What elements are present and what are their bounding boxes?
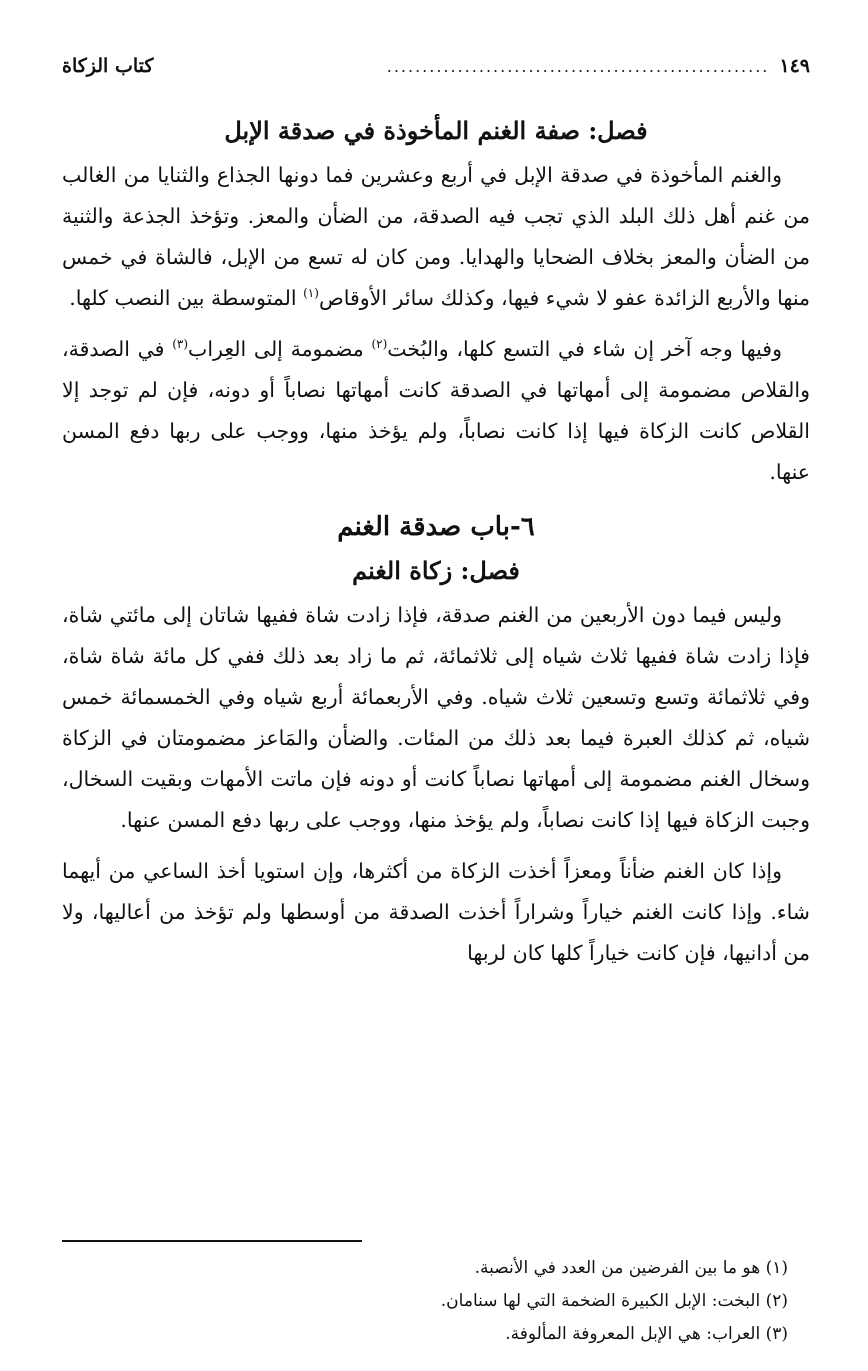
chapter-heading: ٦-باب صدقة الغنم (337, 512, 535, 542)
paragraph-text: مضمومة إلى العِراب (188, 337, 372, 361)
footnote-item: (١) هو ما بين الفرضين من العدد في الأنصبة. (474, 1258, 788, 1278)
paragraph-text: المتوسطة بين النصب كلها. (69, 286, 304, 310)
header-dot-leader: ...................................................... (386, 57, 770, 76)
footnote-list (62, 1252, 810, 1351)
footnote-reference[interactable]: (١) (303, 286, 319, 301)
footnote-item: (٢) البخت: الإبل الكبيرة الضخمة التي لها سنامان. (440, 1291, 788, 1311)
footnote-separator (62, 1240, 362, 1242)
footnote-reference[interactable]: (٣) (172, 337, 189, 352)
footnotes (62, 1240, 810, 1351)
paragraph-text: في الصدقة، والقلاص مضمومة إلى أمهاتها في الصدقة كانت أمهاتها نصاباً أو دونه، فإن لم توجد إلا القلاص كانت الزكاة فيها إذا كانت نصاباً، ولم يؤخذ منها، ووجب على ربها دفع المسن عنها. (62, 337, 810, 484)
book-page (62, 55, 810, 1345)
footnote-reference[interactable]: (٢) (371, 337, 388, 352)
section-heading: فصل: صفة الغنم المأخوذة في صدقة الإبل (224, 116, 648, 145)
paragraph (62, 329, 810, 493)
page-number: ١٤٩ (779, 55, 810, 77)
paragraph-text: وفيها وجه آخر إن شاء في التسع كلها، والبُخت (387, 337, 783, 361)
paragraph (62, 155, 810, 319)
paragraph: وإذا كان الغنم ضأناً ومعزاً أخذت الزكاة من أكثرها، وإن استويا أخذ الساعي من أيهما شاء. وإذا كانت الغنم خياراً وشراراً أخذت الصدقة من أوسطها ولم تؤخذ من أعاليها، ولا من أدانيها، فإن كانت خياراً كلها كان لربها (62, 859, 810, 965)
section-heading: فصل: زكاة الغنم (352, 556, 520, 585)
book-title: كتاب الزكاة (62, 55, 154, 77)
running-header (62, 55, 810, 89)
paragraph: وليس فيما دون الأربعين من الغنم صدقة، فإذا زادت شاة ففيها شاتان إلى مائتي شاة، فإذا زادت شاة ففيها ثلاث شياه إلى ثلاثمائة، ثم ما زاد بعد ذلك ففي كل مائة شاة شاة، وفي ثلاثمائة وتسع وتسعين ثلاث شياه. وفي الأربعمائة أربع شياه وفي الخمسمائة خمس شياه، ثم كذلك العبرة فيما بعد ذلك من المئات. والضأن والمَاعز مضمومتان في الزكاة وسخال الغنم مضمومة إلى أمهاتها نصاباً كانت أو دونه فإن ماتت الأمهات وبقيت السخال، وجبت الزكاة فيها إذا كانت نصاباً، ولم يؤخذ منها، ووجب على ربها دفع المسن عنها. (62, 603, 810, 832)
footnote-item: (٣) العراب: هي الإبل المعروفة المألوفة. (505, 1324, 788, 1344)
paragraph-text: والغنم المأخوذة في صدقة الإبل في أربع وعشرين فما دونها الجذاع والثنايا من الغالب من غنم أهل ذلك البلد الذي تجب فيه الصدقة، من الضأن والمعز. وتؤخذ الجذعة والثنية من الضأن والمعز بخلاف الضحايا والهدايا. ومن كان له تسع من الإبل، فالشاة في خمس منها والأربع الزائدة عفو لا شيء فيها، وكذلك سائر الأوقاص (62, 163, 810, 310)
